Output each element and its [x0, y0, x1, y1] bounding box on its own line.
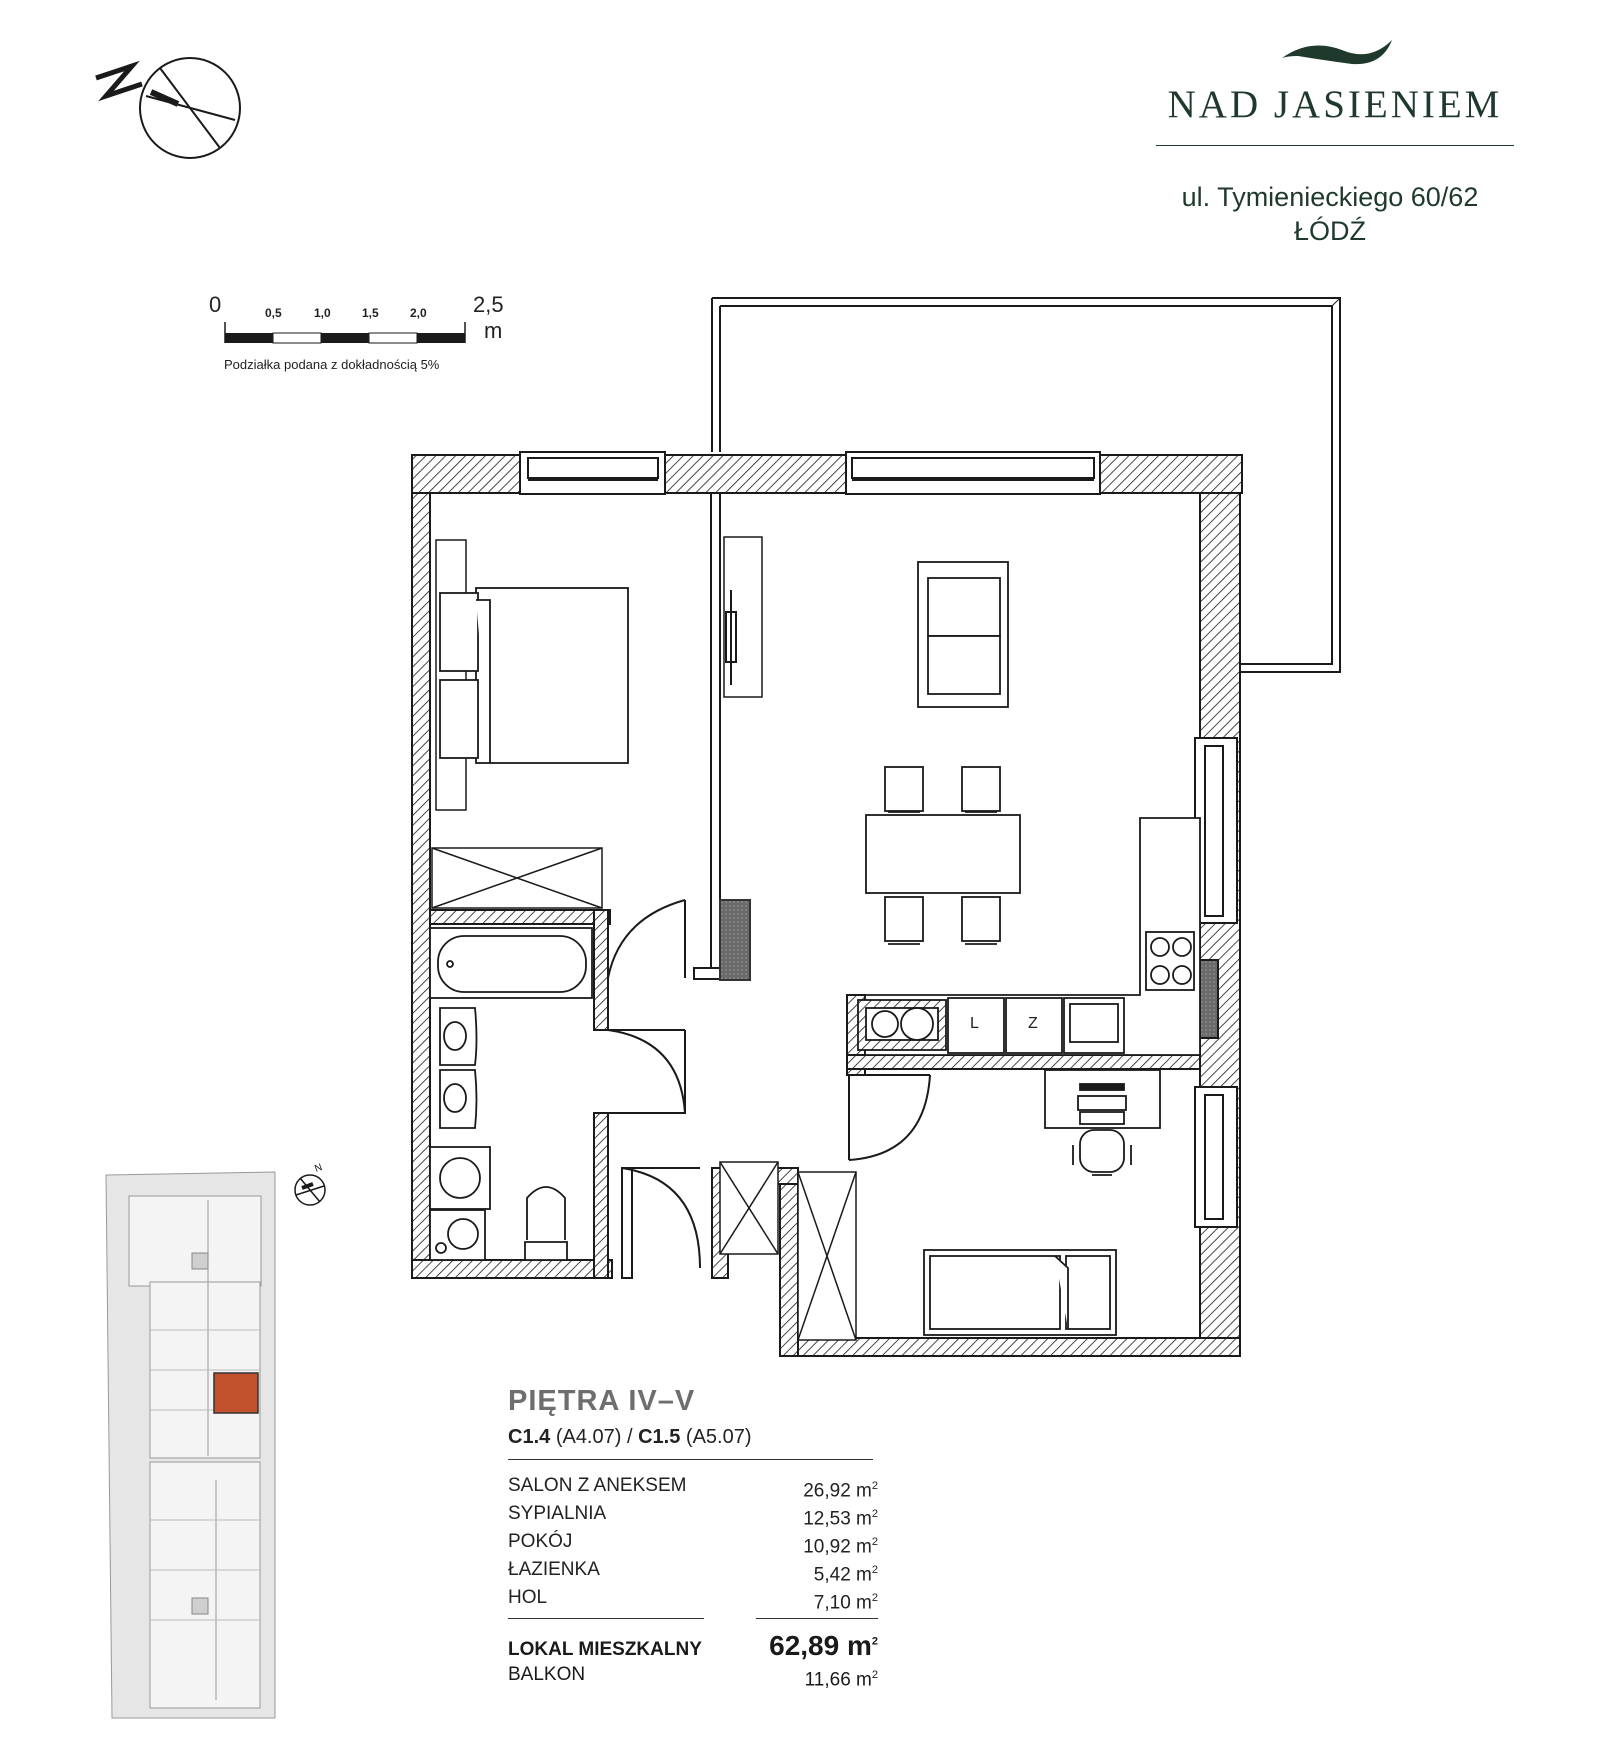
floor-title: PIĘTRA IV–V — [508, 1385, 696, 1417]
brand-divider — [1156, 145, 1514, 146]
balcony-value: 11,66 $m^2$ — [804, 1669, 878, 1691]
total-label: LOKAL MIESZKALNY — [508, 1639, 702, 1660]
room-row — [508, 1556, 878, 1584]
room-row — [508, 1472, 878, 1500]
small-compass-label: N — [313, 1162, 324, 1175]
balcony-row — [508, 1662, 878, 1693]
site-key-plan — [106, 1172, 275, 1718]
room-name: ŁAZIENKA — [508, 1559, 600, 1580]
unit2-code: C1.5 — [638, 1426, 681, 1448]
room-name: HOL — [508, 1587, 548, 1608]
sofa — [918, 562, 1008, 707]
unit1-code: C1.4 — [508, 1426, 551, 1448]
scale-note: Podziałka podana z dokładnością 5% — [224, 357, 440, 372]
dining-set — [866, 767, 1020, 944]
room-area: 26,92 $m^2$ — [803, 1480, 878, 1502]
room-area: 12,53 $m^2$ — [803, 1508, 878, 1530]
address-block — [1120, 180, 1540, 248]
scale-bar — [225, 322, 465, 343]
scale-unit-label: m — [484, 318, 503, 343]
unit2-alt: (A5.07) — [685, 1426, 752, 1448]
balcony-label: BALKON — [508, 1664, 586, 1685]
room-list — [508, 1472, 878, 1612]
sum-divider — [508, 1612, 878, 1626]
scale-start-label: 0 — [209, 292, 222, 317]
unit-codes — [508, 1426, 878, 1449]
room-area: 5,42 $m^2$ — [813, 1564, 878, 1586]
desk — [1045, 1070, 1160, 1175]
scale-tick-label: 1,5 — [362, 306, 379, 320]
room-row — [508, 1500, 878, 1528]
room-bed — [924, 1250, 1116, 1335]
room-area: 10,92 $m^2$ — [803, 1536, 878, 1558]
apartment-info — [508, 1385, 878, 1693]
room-row — [508, 1528, 878, 1556]
room-area: 7,10 $m^2$ — [813, 1592, 878, 1614]
unit1-alt: (A4.07) — [555, 1426, 622, 1448]
total-value: 62,89 $m^2$ — [769, 1630, 878, 1661]
freezer-label: Z — [1028, 1015, 1038, 1032]
compass-icon — [96, 58, 240, 158]
address-street: ul. Tymienieckiego 60/62 — [1181, 182, 1479, 212]
fridge-label: L — [970, 1015, 979, 1032]
total-row — [508, 1630, 878, 1662]
scale-tick-label: 0,5 — [265, 306, 282, 320]
unit-separator: / — [626, 1426, 633, 1448]
bedroom-bed — [440, 588, 628, 763]
room-name: POKÓJ — [508, 1531, 573, 1552]
small-compass-icon — [295, 1162, 325, 1205]
room-name: SYPIALNIA — [508, 1503, 607, 1524]
address-city: ŁÓDŹ — [1293, 216, 1366, 246]
scale-end-label: 2,5 — [473, 292, 504, 317]
divider — [508, 1459, 873, 1460]
scale-tick-label: 1,0 — [314, 306, 331, 320]
brand-name: NAD JASIENIEM — [1167, 83, 1503, 126]
bathroom-fixtures — [430, 928, 592, 1260]
brand-logo — [1150, 30, 1520, 146]
room-row — [508, 1584, 878, 1612]
room-name: SALON Z ANEKSEM — [508, 1475, 687, 1496]
scale-tick-label: 2,0 — [410, 306, 427, 320]
